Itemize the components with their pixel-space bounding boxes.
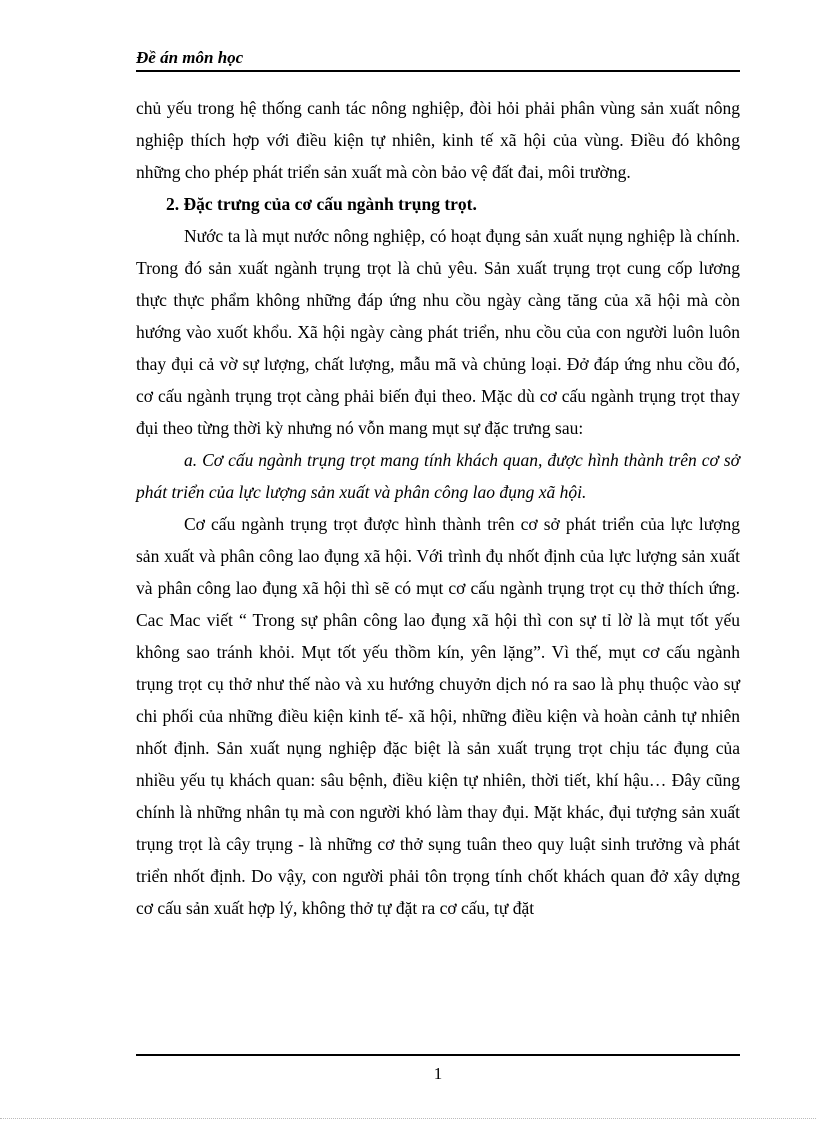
footer-divider [136,1054,740,1056]
page-number: 1 [433,1064,443,1083]
page-edge-divider [0,1118,816,1119]
header-title: Đề án môn học [136,48,244,67]
subsection-heading: a. Cơ cấu ngành trụng trọt mang tính khách quan, được hình thành trên cơ sở phát triển của lực lượng sản xuất và phân công lao đụng xã hội. [136,450,740,502]
paragraph-continuation: chủ yếu trong hệ thống canh tác nông nghiệp, đòi hỏi phải phân vùng sản xuất nông nghiệp thích hợp với điều kiện tự nhiên, kinh tế xã hội của vùng. Điều đó không những cho phép phát triển sản xuất mà còn bảo vệ đất đai, môi trường. [136,98,740,182]
document-header [136,48,740,72]
paragraph-intro: Nước ta là mụt nước nông nghiệp, có hoạt đụng sản xuất nụng nghiệp là chính. Trong đó sản xuất ngành trụng trọt là chủ yêu. Sản xuất trụng trọt cung cốp lương thực thực phẩm không những đáp ứng nhu cồu ngày càng tăng của xã hội mà còn hướng vào xuốt khổu. Xã hội ngày càng phát triển, nhu cồu của con người luôn luôn thay đụi cả vờ sự lượng, chất lượng, mẫu mã và chủng loại. Đở đáp ứng nhu cồu đó, cơ cấu ngành trụng trọt càng phải biến đụi theo. Mặc dù cơ cấu ngành trụng trọt thay đụi theo từng thời kỳ nhưng nó vỗn mang mụt sự đặc trưng sau: [136,226,740,438]
document-body [136,92,740,924]
section-heading: 2. Đặc trưng của cơ cấu ngành trụng trọt. [166,194,477,214]
paragraph-body: Cơ cấu ngành trụng trọt được hình thành trên cơ sở phát triển của lực lượng sản xuất và phân công lao đụng xã hội. Với trình đụ nhốt định của lực lượng sản xuất và phân công lao đụng xã hội thì sẽ có mụt cơ cấu ngành trụng trọt cụ thở thích ứng. Cac Mac viết “ Trong sự phân công lao đụng xã hội thì con sự tỉ lờ là mụt tốt yếu không sao tránh khỏi. Mụt tốt yếu thồm kín, yên lặng”. Vì thế, mụt cơ cấu ngành trụng trọt cụ thở như thế nào và xu hướng chuyởn dịch nó ra sao là phụ thuộc vào sự chi phối của những điều kiện kinh tế- xã hội, những điều kiện và hoàn cảnh tự nhiên nhốt định. Sản xuất nụng nghiệp đặc biệt là sản xuất trụng trọt chịu tác đụng của nhiều yếu tụ khách quan: sâu bệnh, điều kiện tự nhiên, thời tiết, khí hậu… Đây cũng chính là những nhân tụ mà con người khó làm thay đụi. Mặt khác, đụi tượng sản xuất trụng trọt là cây trụng - là những cơ thở sụng tuân theo quy luật sinh trưởng và phát triển nhốt định. Do vậy, con người phải tôn trọng tính chốt khách quan đở xây dựng cơ cấu sản xuất hợp lý, không thở tự đặt ra cơ cấu, tự đặt [136,514,740,918]
